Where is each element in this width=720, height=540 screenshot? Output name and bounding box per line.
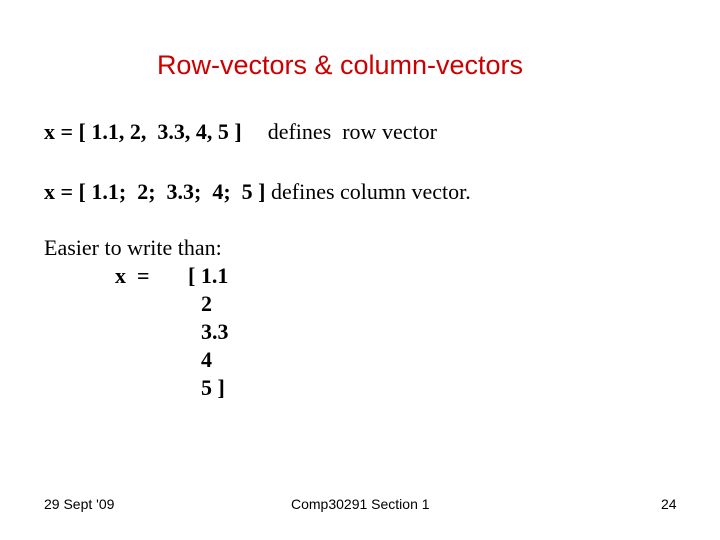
easier-text: Easier to write than: [44,235,222,260]
row-vector-code: x = [ 1.1, 2, 3.3, 4, 5 ] [44,119,242,144]
row-vector-description: defines row vector [267,119,437,144]
column-vector-line [44,181,471,203]
row-vector-line [44,121,437,143]
matrix-row: 5 ] [201,375,225,400]
matrix-row: [ 1.1 [188,263,229,288]
matrix-row: 3.3 [201,319,229,344]
matrix-lhs: x = [115,263,150,288]
footer-date: 29 Sept '09 [44,496,115,512]
column-vector-description: defines column vector. [265,179,471,204]
footer-page-number: 24 [661,496,677,512]
slide-title: Row-vectors & column-vectors [156,50,524,80]
matrix-row: 2 [201,291,212,316]
column-vector-code: x = [ 1.1; 2; 3.3; 4; 5 ] [44,179,266,204]
footer-course: Comp30291 Section 1 [291,496,430,512]
matrix-row: 4 [201,347,212,372]
